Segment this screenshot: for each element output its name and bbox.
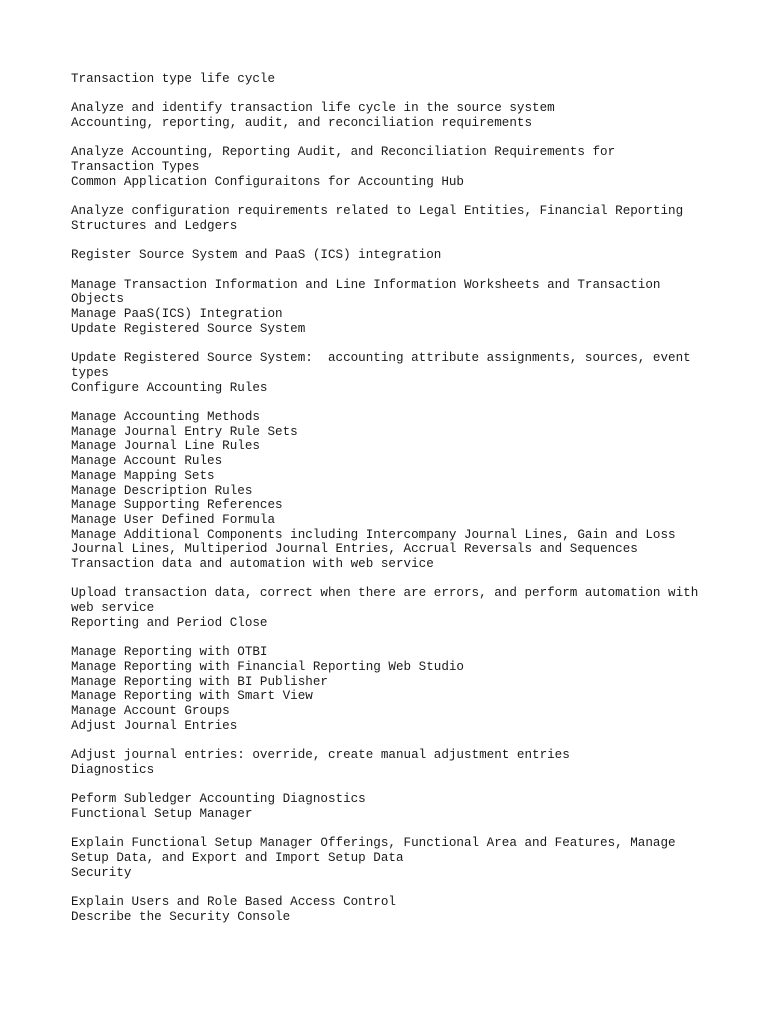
- text-line: Manage Journal Line Rules: [71, 439, 260, 454]
- text-line: Update Registered Source System: accounting attribute assignments, sources, event: [71, 351, 691, 366]
- text-line: Register Source System and PaaS (ICS) integration: [71, 248, 442, 263]
- text-line: Analyze Accounting, Reporting Audit, and Reconciliation Requirements for: [71, 145, 616, 160]
- text-block: [71, 836, 711, 880]
- text-line: Explain Users and Role Based Access Control: [71, 895, 396, 910]
- text-block: [71, 248, 711, 263]
- text-line: Functional Setup Manager: [71, 806, 253, 821]
- text-line: Upload transaction data, correct when there are errors, and perform automation with: [71, 586, 699, 601]
- text-line: Configure Accounting Rules: [71, 380, 268, 395]
- text-line: Explain Functional Setup Manager Offerings, Functional Area and Features, Manage: [71, 836, 676, 851]
- text-line: Diagnostics: [71, 762, 155, 777]
- text-line: Adjust journal entries: override, create manual adjustment entries: [71, 748, 570, 763]
- text-line: Common Application Configuraitons for Accounting Hub: [71, 174, 464, 189]
- text-line: Manage Additional Components including Intercompany Journal Lines, Gain and Loss: [71, 527, 676, 542]
- text-block: [71, 586, 711, 630]
- text-block: [71, 72, 711, 87]
- text-line: Manage Journal Entry Rule Sets: [71, 424, 298, 439]
- text-block: [71, 748, 711, 777]
- text-line: Manage Transaction Information and Line Information Worksheets and Transaction: [71, 277, 661, 292]
- text-block: [71, 895, 711, 924]
- document-page: [71, 72, 711, 939]
- text-line: Manage Mapping Sets: [71, 468, 215, 483]
- text-line: Transaction data and automation with web service: [71, 557, 434, 572]
- text-line: web service: [71, 601, 155, 616]
- text-block: [71, 410, 711, 572]
- text-line: Peform Subledger Accounting Diagnostics: [71, 792, 366, 807]
- text-block: [71, 792, 711, 821]
- text-line: Manage Description Rules: [71, 483, 253, 498]
- text-block: [71, 101, 711, 130]
- text-line: Journal Lines, Multiperiod Journal Entries, Accrual Reversals and Sequences: [71, 542, 638, 557]
- text-line: Describe the Security Console: [71, 909, 291, 924]
- text-line: Transaction type life cycle: [71, 72, 276, 86]
- text-line: Transaction Types: [71, 160, 200, 175]
- text-line: Manage Account Rules: [71, 454, 223, 469]
- text-line: Manage Accounting Methods: [71, 410, 260, 425]
- text-line: Manage User Defined Formula: [71, 512, 276, 527]
- text-line: Analyze and identify transaction life cycle in the source system: [71, 101, 555, 116]
- text-line: Manage Account Groups: [71, 704, 230, 719]
- text-line: Manage Reporting with Smart View: [71, 689, 313, 704]
- text-block: [71, 204, 711, 233]
- text-line: types: [71, 365, 109, 380]
- text-block: [71, 645, 711, 733]
- text-line: Analyze configuration requirements related to Legal Entities, Financial Reporting: [71, 204, 684, 219]
- text-line: Objects: [71, 292, 124, 307]
- text-line: Adjust Journal Entries: [71, 718, 238, 733]
- text-line: Manage Reporting with Financial Reporting Web Studio: [71, 659, 464, 674]
- text-line: Manage PaaS(ICS) Integration: [71, 307, 283, 322]
- text-line: Reporting and Period Close: [71, 615, 268, 630]
- text-line: Setup Data, and Export and Import Setup Data: [71, 851, 404, 866]
- text-line: Manage Reporting with BI Publisher: [71, 674, 328, 689]
- text-line: Accounting, reporting, audit, and reconciliation requirements: [71, 116, 533, 131]
- text-line: Manage Supporting References: [71, 498, 283, 513]
- text-block: [71, 278, 711, 337]
- text-line: Structures and Ledgers: [71, 218, 238, 233]
- text-line: Update Registered Source System: [71, 321, 306, 336]
- text-line: Manage Reporting with OTBI: [71, 645, 268, 660]
- text-line: Security: [71, 865, 132, 880]
- text-block: [71, 145, 711, 189]
- text-block: [71, 351, 711, 395]
